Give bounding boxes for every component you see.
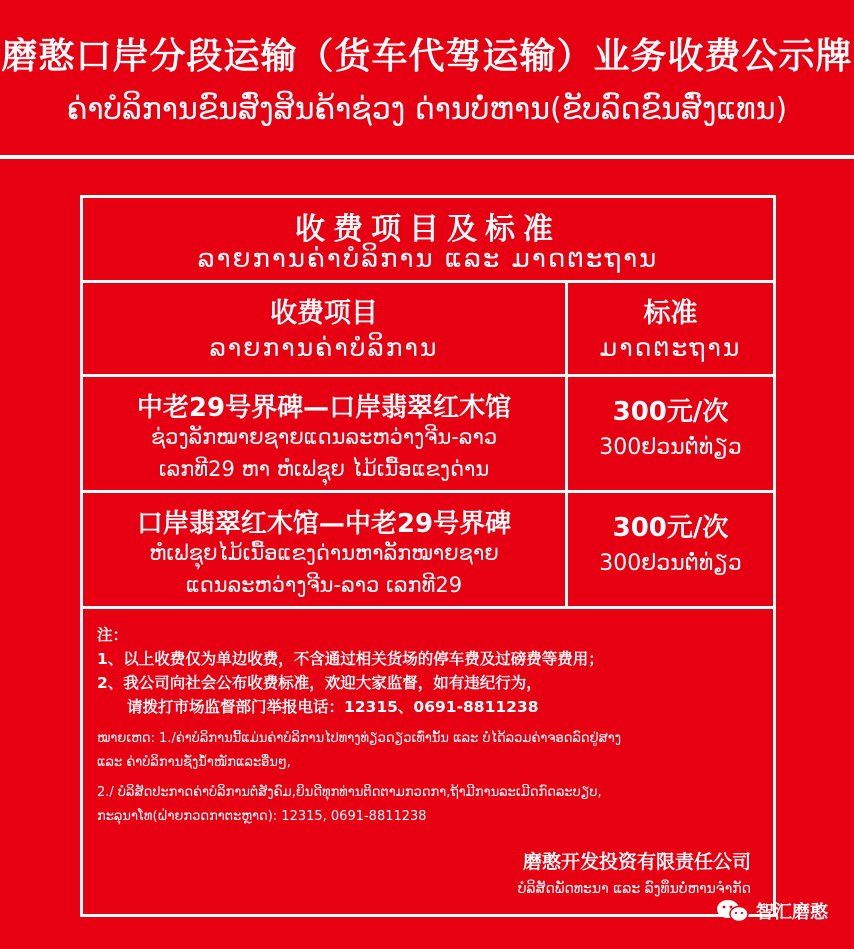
route-lao-line-2: ເລກທີ29 ຫາ ຫໍເຟຊຸຍ ໄມ້ເນື້ອແຂງດ່ານ (158, 457, 490, 481)
note-lao-3: 2./ ບໍລິສັດປະກາດຄ່າບໍລິການຕໍ່ສັງຄົມ,ຍິນດີທຸກທ່ານຕິດຕາມກວດກາ,ຖ້າມີການລະເມີດກົດລະບຽບ, (97, 785, 602, 800)
price-chinese: 300元/次 (612, 397, 729, 427)
route-lao-line-1: ຫໍເຟຊຸຍໄມ້ເນື້ອແຂງດ່ານຫາລັກໝາຍຊາຍ (149, 541, 499, 565)
note-chinese-2: 2、我公司向社会公布收费标准，欢迎大家监督，如有违纪行为， (97, 674, 542, 692)
price-chinese: 300元/次 (612, 513, 729, 543)
watermark-text: 智汇磨憨 (756, 902, 828, 923)
note-lao-2: ແລະ ຄ່າບໍລິການຊັ່ງນ້ຳໜັກແລະອື່ນໆ, (97, 755, 291, 770)
watermark (716, 898, 828, 924)
table-row (83, 377, 773, 493)
note-lao-1: ໝາຍເຫດ: 1./ຄ່າບໍລິການນີ້ແມ່ນຄ່າບໍລິການໄປທາງທ່ຽວດຽວເທົ່ານັ້ນ ແລະ ບໍ່ໄດ້ລວມຄ່າຈອດລົດຢູ່ສາງ (97, 731, 621, 746)
header-divider (0, 155, 854, 159)
fee-board (80, 195, 776, 917)
route-chinese: 口岸翡翠红木馆—中老29号界碑 (136, 509, 512, 539)
route-lao-line-2: ແດນລະຫວ່າງຈີນ-ລາວ ເລກທີ29 (185, 573, 463, 597)
note-chinese-1: 1、以上收费仅为单边收费，不含通过相关货场的停车费及过磅费等费用； (97, 650, 604, 668)
column-header-row (83, 283, 773, 377)
company-name-lao: ບໍລິສັດພັດທະນາ ແລະ ລົງທຶນບໍ່ຫານຈຳກັດ (517, 881, 751, 897)
price-lao: 300ຢວນຕໍ່ທ່ຽວ (599, 551, 742, 576)
board-heading-row (83, 198, 773, 283)
notes-label: 注： (97, 626, 129, 644)
col-standard-header-lao: ມາດຕະຖານ (599, 333, 742, 362)
route-chinese: 中老29号界碑—口岸翡翠红木馆 (136, 393, 512, 423)
notes-section (83, 609, 773, 917)
board-heading-lao: ລາຍການຄ່າບໍລິການ ແລະ ມາດຕະຖານ (197, 244, 659, 274)
col-item-header-lao: ລາຍການຄ່າບໍລິການ (209, 333, 439, 362)
header (0, 0, 854, 150)
note-chinese-3: 请拨打市场监督部门举报电话：12315、0691-8811238 (127, 698, 539, 716)
title-chinese: 磨憨口岸分段运输（货车代驾运输）业务收费公示牌 (1, 36, 853, 77)
col-standard-header-chinese: 标准 (643, 298, 698, 329)
company-name-chinese: 磨憨开发投资有限责任公司 (522, 851, 751, 873)
route-lao-line-1: ຊ່ວງລັກໝາຍຊາຍແດນລະຫວ່າງຈີນ-ລາວ (150, 425, 498, 449)
note-lao-4: ກະລຸນາໂທ(ຝ່າຍກວດກາຕະຫຼາດ): 12315, 0691-8811238 (97, 809, 427, 824)
wechat-icon (716, 899, 750, 923)
column-divider (565, 283, 568, 609)
col-item-header-chinese: 收费项目 (270, 298, 378, 329)
price-lao: 300ຢວນຕໍ່ທ່ຽວ (599, 435, 742, 460)
board-heading-chinese: 收费项目及标准 (295, 212, 561, 247)
table-row (83, 493, 773, 609)
title-lao: ຄ່າບໍລິການຂົນສົ່ງສິນຄ້າຊ່ວງ ດ່ານບໍ່ຫານ(ຂັບລົດຂົນສົ່ງແທນ) (66, 92, 788, 127)
